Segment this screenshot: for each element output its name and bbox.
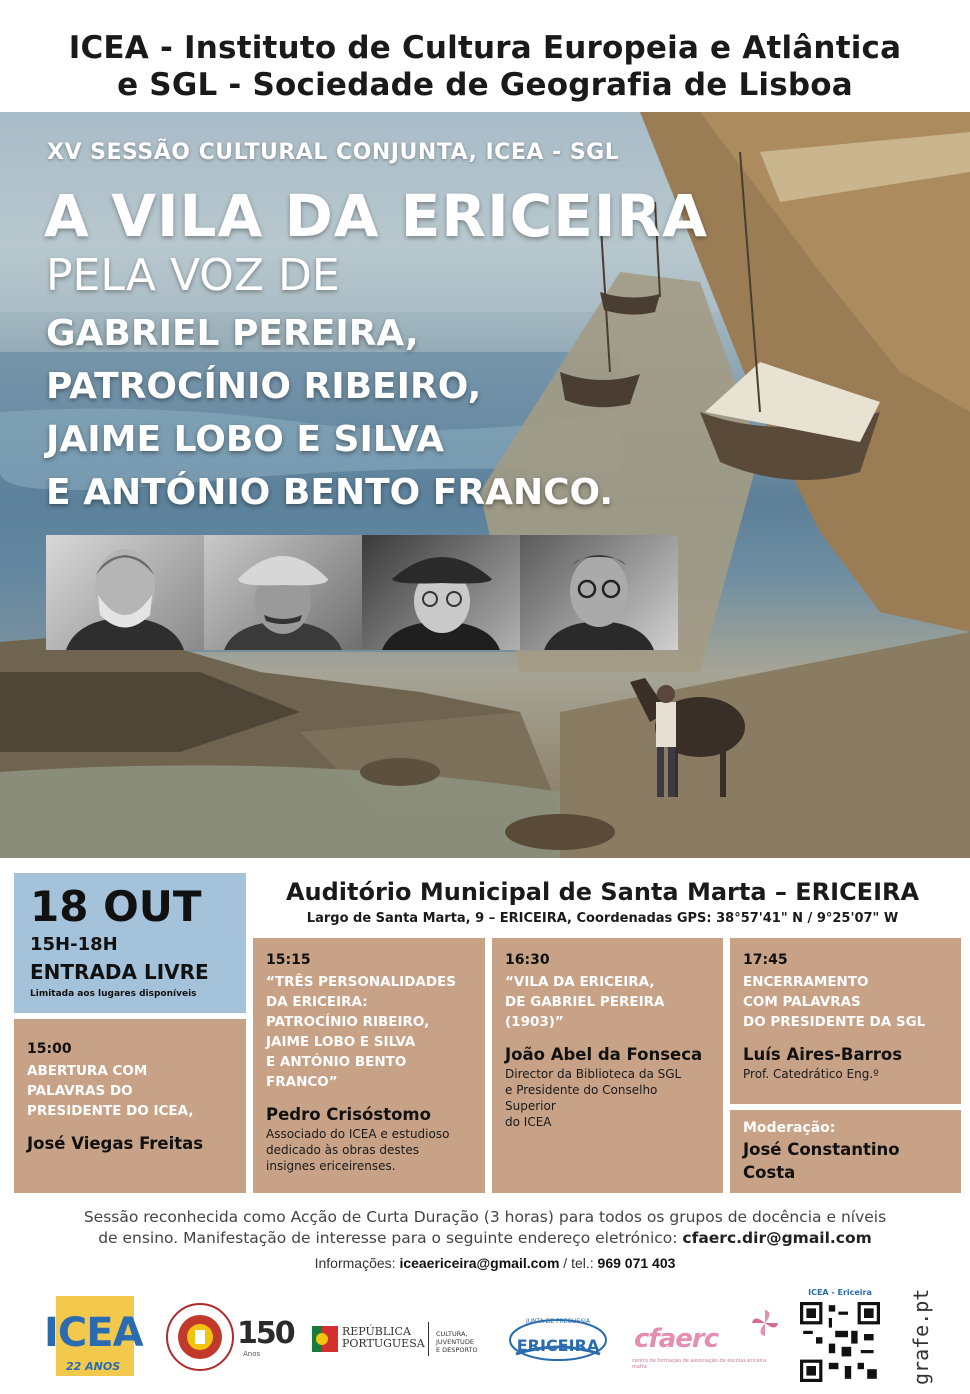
venue-name: Auditório Municipal de Santa Marta – ERICEIRA (285, 878, 920, 906)
event-title: A VILA DA ERICEIRA (44, 182, 708, 250)
slot-desc-line: e Presidente do Conselho Superior (505, 1083, 658, 1113)
featured-name: JAIME LOBO E SILVA (46, 419, 445, 460)
slot-topic-line: PALAVRAS DO (27, 1083, 133, 1099)
slot-topic-line: (1903)” (505, 1014, 564, 1030)
cfaerc-tagline: centro de formação de associação de escolas ericeira mafra (632, 1358, 767, 1370)
date-box (14, 873, 246, 1013)
portrait-strip (46, 535, 678, 650)
header-title-line-1: ICEA - Instituto de Cultura Europeia e Atlântica (68, 30, 902, 66)
qr-code-icon (800, 1302, 880, 1382)
moderator-name-line: Costa (743, 1163, 796, 1182)
phone-number[interactable]: 969 071 403 (597, 1255, 676, 1271)
featured-name: GABRIEL PEREIRA, (46, 313, 419, 354)
icea-logo (44, 1288, 143, 1378)
slot-desc-line: insignes ericeirenses. (266, 1159, 396, 1173)
portrait-gabriel-pereira (46, 535, 204, 650)
cultura-line: CULTURA, JUVENTUDE (436, 1330, 474, 1346)
republica-portuguesa-logo (312, 1320, 502, 1360)
sgl-anniversary-number: 150 (237, 1316, 294, 1351)
info-email-link[interactable]: iceaericeira@gmail.com (399, 1255, 560, 1271)
training-email-link[interactable]: cfaerc.dir@gmail.com (682, 1229, 872, 1247)
cfaerc-pinwheel-icon (750, 1308, 780, 1338)
featured-name: E ANTÓNIO BENTO FRANCO. (46, 472, 613, 513)
slot-speaker-description (743, 1066, 948, 1082)
slot-topic-line: COM PALAVRAS (743, 994, 861, 1010)
footer-note (30, 1207, 940, 1249)
slot-topic-line: FRANCO” (266, 1074, 338, 1090)
slot-topic (505, 972, 710, 1032)
portrait-patrocinio-ribeiro (204, 535, 362, 650)
featured-names (46, 307, 613, 519)
junta-freguesia-ericeira-logo (508, 1310, 608, 1362)
entry-limited-note: Limitada aos lugares disponíveis (30, 989, 197, 999)
slot-speaker: Luís Aires-Barros (743, 1045, 903, 1064)
cultura-line: E DESPORTO (436, 1346, 478, 1354)
sgl-logo (165, 1302, 294, 1372)
slot-topic-line: “VILA DA ERICEIRA, (505, 974, 655, 990)
header-title-line-2: e SGL - Sociedade de Geografia de Lisboa (117, 67, 853, 103)
slot-topic-line: ABERTURA COM (27, 1063, 148, 1079)
qr-code[interactable] (798, 1288, 882, 1388)
slot-speaker-description (266, 1126, 472, 1174)
slot-speaker: Pedro Crisóstomo (266, 1105, 431, 1124)
logo-divider (428, 1322, 429, 1356)
republica-line: REPÚBLICA (342, 1325, 411, 1338)
portugal-flag-icon (312, 1326, 338, 1352)
slot-topic-line: “TRÊS PERSONALIDADES (266, 974, 457, 990)
cfaerc-logo (628, 1308, 783, 1368)
slot-topic-line: DE GABRIEL PEREIRA (505, 994, 665, 1010)
contacts-line (0, 1253, 970, 1273)
slot-time: 15:00 (27, 1041, 72, 1057)
slot-desc-line: Prof. Catedrático Eng.º (743, 1067, 879, 1081)
designer-credit (905, 1285, 937, 1385)
slot-desc-line: do ICEA (505, 1115, 552, 1129)
venue (250, 876, 955, 930)
moderation-label: Moderação: (743, 1120, 836, 1136)
event-hours: 15H-18H (30, 934, 118, 955)
junta-top-text: JUNTA DE FREGUESIA (525, 1318, 591, 1325)
slot-topic-line: JAIME LOBO E SILVA (266, 1034, 416, 1050)
slot-speaker: José Viegas Freitas (27, 1134, 204, 1153)
featured-name: PATROCÍNIO RIBEIRO, (46, 366, 482, 407)
footer-note-line-2 (30, 1228, 940, 1249)
venue-address: Largo de Santa Marta, 9 – ERICEIRA, Coordenadas GPS: 38°57'41" N / 9°25'07" W (306, 911, 899, 926)
slot-desc-line: Director da Biblioteca da SGL (505, 1067, 682, 1081)
republica-line: PORTUGUESA (342, 1337, 425, 1350)
slot-time: 16:30 (505, 952, 550, 968)
session-subtitle: XV SESSÃO CULTURAL CONJUNTA, ICEA - SGL (47, 140, 620, 165)
slot-desc-line: Associado do ICEA e estudioso (266, 1127, 450, 1141)
slot-topic-line: PATROCÍNIO RIBEIRO, (266, 1014, 430, 1030)
icea-logo-word: ICEA (44, 1310, 143, 1356)
moderation-box (730, 1110, 961, 1193)
footer-note-text: de ensino. Manifestação de interesse para o seguinte endereço eletrónico: (98, 1229, 683, 1247)
sponsor-logos (0, 1280, 970, 1394)
slot-topic (266, 972, 472, 1092)
footer-note-line-1: Sessão reconhecida como Acção de Curta Duração (3 horas) para todos os grupos de docência e níveis (83, 1208, 887, 1226)
header (0, 0, 970, 112)
slot-time: 17:45 (743, 952, 788, 968)
sgl-seal-icon (165, 1302, 235, 1372)
slot-topic (27, 1061, 233, 1121)
slot-speaker: João Abel da Fonseca (505, 1045, 703, 1064)
program-slot-1745 (730, 938, 961, 1104)
designer-credit-text: grafe.pt (909, 1288, 933, 1385)
junta-name: ERICEIRA (516, 1336, 600, 1355)
qr-title: ICEA - Ericeira (808, 1288, 872, 1297)
hero-photo (0, 112, 970, 858)
cultura-text (436, 1330, 502, 1354)
slot-topic-line: DO PRESIDENTE DA SGL (743, 1014, 926, 1030)
slot-time: 15:15 (266, 952, 311, 968)
slot-topic (743, 972, 948, 1032)
slot-topic-line: E ANTÓNIO BENTO (266, 1054, 407, 1070)
icea-logo-years: 22 ANOS (66, 1360, 121, 1373)
moderator-name-line: José Constantino (743, 1140, 900, 1159)
slot-topic-line: DA ERICEIRA: (266, 994, 368, 1010)
event-voice-line: PELA VOZ DE (46, 250, 340, 301)
event-date: 18 OUT (30, 882, 202, 931)
program-slot-1500 (14, 1019, 246, 1193)
cfaerc-word: cfaerc (634, 1324, 719, 1354)
slot-speaker-description (505, 1066, 710, 1130)
republica-text (342, 1326, 425, 1350)
tel-label: / tel.: (559, 1255, 598, 1271)
sgl-anniversary-label: Anos (243, 1350, 261, 1358)
entry-free: ENTRADA LIVRE (30, 960, 209, 984)
program-slot-1515 (253, 938, 485, 1193)
portrait-antonio-bento-franco (520, 535, 678, 650)
portrait-jaime-lobo-e-silva (362, 535, 520, 650)
program-slot-1630 (492, 938, 723, 1193)
info-label: Informações: (314, 1255, 400, 1271)
slot-topic-line: PRESIDENTE DO ICEA, (27, 1103, 194, 1119)
slot-topic-line: ENCERRAMENTO (743, 974, 869, 990)
slot-desc-line: dedicado às obras destes (266, 1143, 419, 1157)
